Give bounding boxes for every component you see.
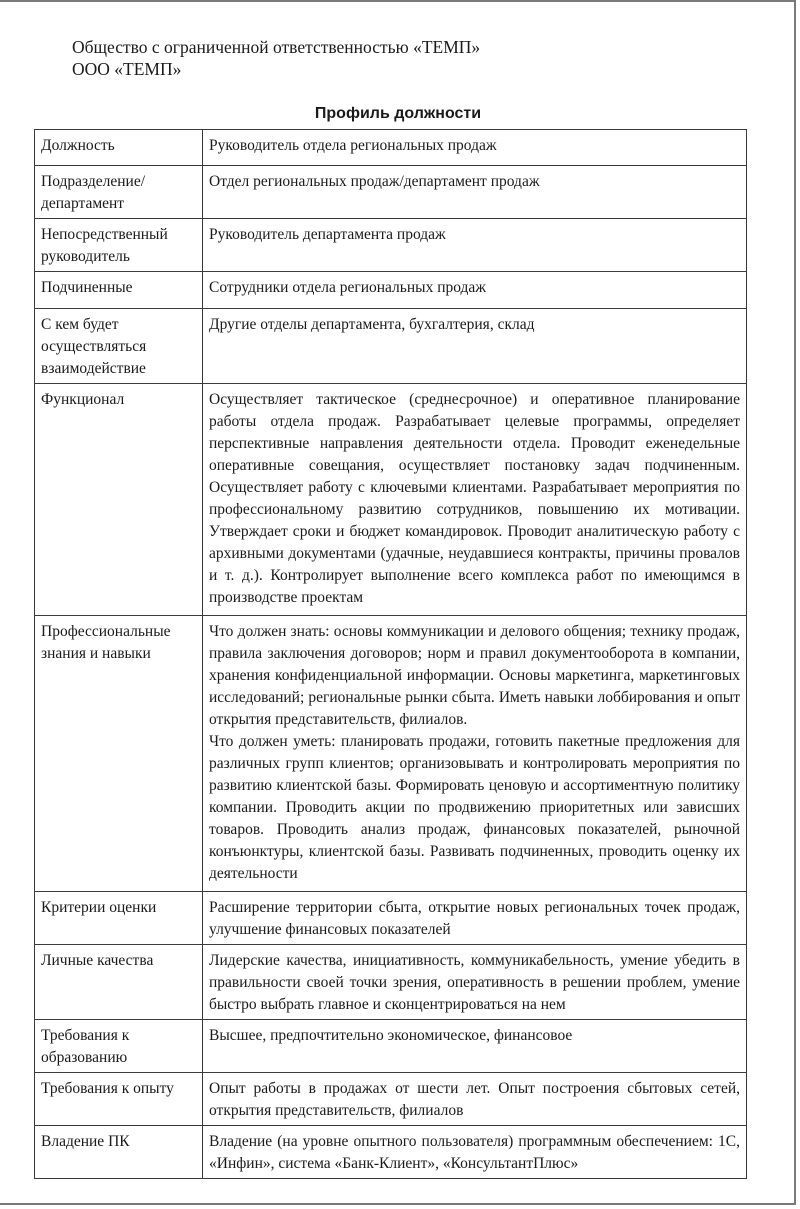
- row-label: Требования к опыту: [35, 1073, 203, 1126]
- table-row-criteria: [35, 892, 747, 945]
- skills-know-text: Что должен знать: основы коммуникации и делового общения; технику продаж, правила заключения договоров; норм и правил документооборота в компании, хранения конфиденциальной информации. Основы маркетинга, маркетинговых исследований; региональные рынки сбыта. Иметь навыки лоббирования и опыт открытия представительств, филиалов.: [209, 623, 740, 728]
- row-label: Требования к образованию: [35, 1020, 203, 1073]
- row-label: Подчиненные: [35, 272, 203, 309]
- row-label: Владение ПК: [35, 1126, 203, 1179]
- table-row-pc-skills: [35, 1126, 747, 1179]
- table-row-experience: [35, 1073, 747, 1126]
- table-row-position: [35, 130, 747, 166]
- table-row-subordinates: [35, 272, 747, 309]
- table-row-personal: [35, 945, 747, 1020]
- row-value: Осуществляет тактическое (среднесрочное) и оперативное планирование работы отдела продаж. Разрабатывает целевые программы, определяет перспективные направления деятельности отдела. Проводит еженедельные оперативные совещания, осуществляет постановку задач подчиненным. Осуществляет работу с ключевыми клиентами. Разрабатывает мероприятия по профессиональному развитию сотрудников, повышению их мотивации. Утверждает сроки и бюджет командировок. Проводит аналитическую работу с архивными документами (удачные, неудавшиеся контракты, причины провалов и т. д.). Контролирует выполнение всего комплекса работ по имеющимся в производстве проектам: [203, 384, 747, 616]
- row-value: Расширение территории сбыта, открытие новых региональных точек продаж, улучшение финансовых показателей: [203, 892, 747, 945]
- row-value: Высшее, предпочтительно экономическое, финансовое: [203, 1020, 747, 1073]
- row-label: Непосредственный руководитель: [35, 219, 203, 272]
- row-label: Функционал: [35, 384, 203, 616]
- page-title: Профиль должности: [314, 105, 482, 122]
- table-row-department: [35, 166, 747, 219]
- table-row-functions: [35, 384, 747, 616]
- table-row-skills: [35, 616, 747, 892]
- row-value: Другие отделы департамента, бухгалтерия, склад: [203, 309, 747, 384]
- profile-table: [34, 129, 747, 1179]
- skills-can-text: Что должен уметь: планировать продажи, готовить пакетные предложения для различных групп клиентов; организовывать и контролировать мероприятия по развитию клиентской базы. Формировать ценовую и ассортиментную политику компании. Проводить акции по продвижению приоритетных или зависших товаров. Проводить анализ продаж, финансовых показателей, рыночной конъюнктуры, клиентской базы. Развивать подчиненных, проводить оценку их деятельности: [209, 733, 740, 882]
- row-value: Руководитель отдела региональных продаж: [203, 130, 747, 166]
- row-value: Руководитель департамента продаж: [203, 219, 747, 272]
- table-row-manager: [35, 219, 747, 272]
- row-value: Сотрудники отдела региональных продаж: [203, 272, 747, 309]
- row-value: Лидерские качества, инициативность, коммуникабельность, умение убедить в правильности своей точки зрения, оперативность в решении проблем, умение быстро выбрать главное и сконцентрироваться на нем: [203, 945, 747, 1020]
- row-label: Критерии оценки: [35, 892, 203, 945]
- table-row-interaction: [35, 309, 747, 384]
- table-row-education: [35, 1020, 747, 1073]
- row-label: Должность: [35, 130, 203, 166]
- row-value: [203, 616, 747, 892]
- row-label: С кем будет осуществляться взаимодействие: [35, 309, 203, 384]
- row-value: Владение (на уровне опытного пользователя) программным обеспечением: 1С, «Инфин», система «Банк-Клиент», «КонсультантПлюс»: [203, 1126, 747, 1179]
- row-label: Личные качества: [35, 945, 203, 1020]
- company-header: [72, 36, 480, 80]
- row-value: Отдел региональных продаж/департамент продаж: [203, 166, 747, 219]
- company-short-name: ООО «ТЕМП»: [72, 59, 182, 79]
- row-label: Подразделение/ департамент: [35, 166, 203, 219]
- company-full-name: Общество с ограниченной ответственностью «ТЕМП»: [72, 37, 481, 57]
- row-value: Опыт работы в продажах от шести лет. Опыт построения сбытовых сетей, открытия представительств, филиалов: [203, 1073, 747, 1126]
- row-label: Профессиональные знания и навыки: [35, 616, 203, 892]
